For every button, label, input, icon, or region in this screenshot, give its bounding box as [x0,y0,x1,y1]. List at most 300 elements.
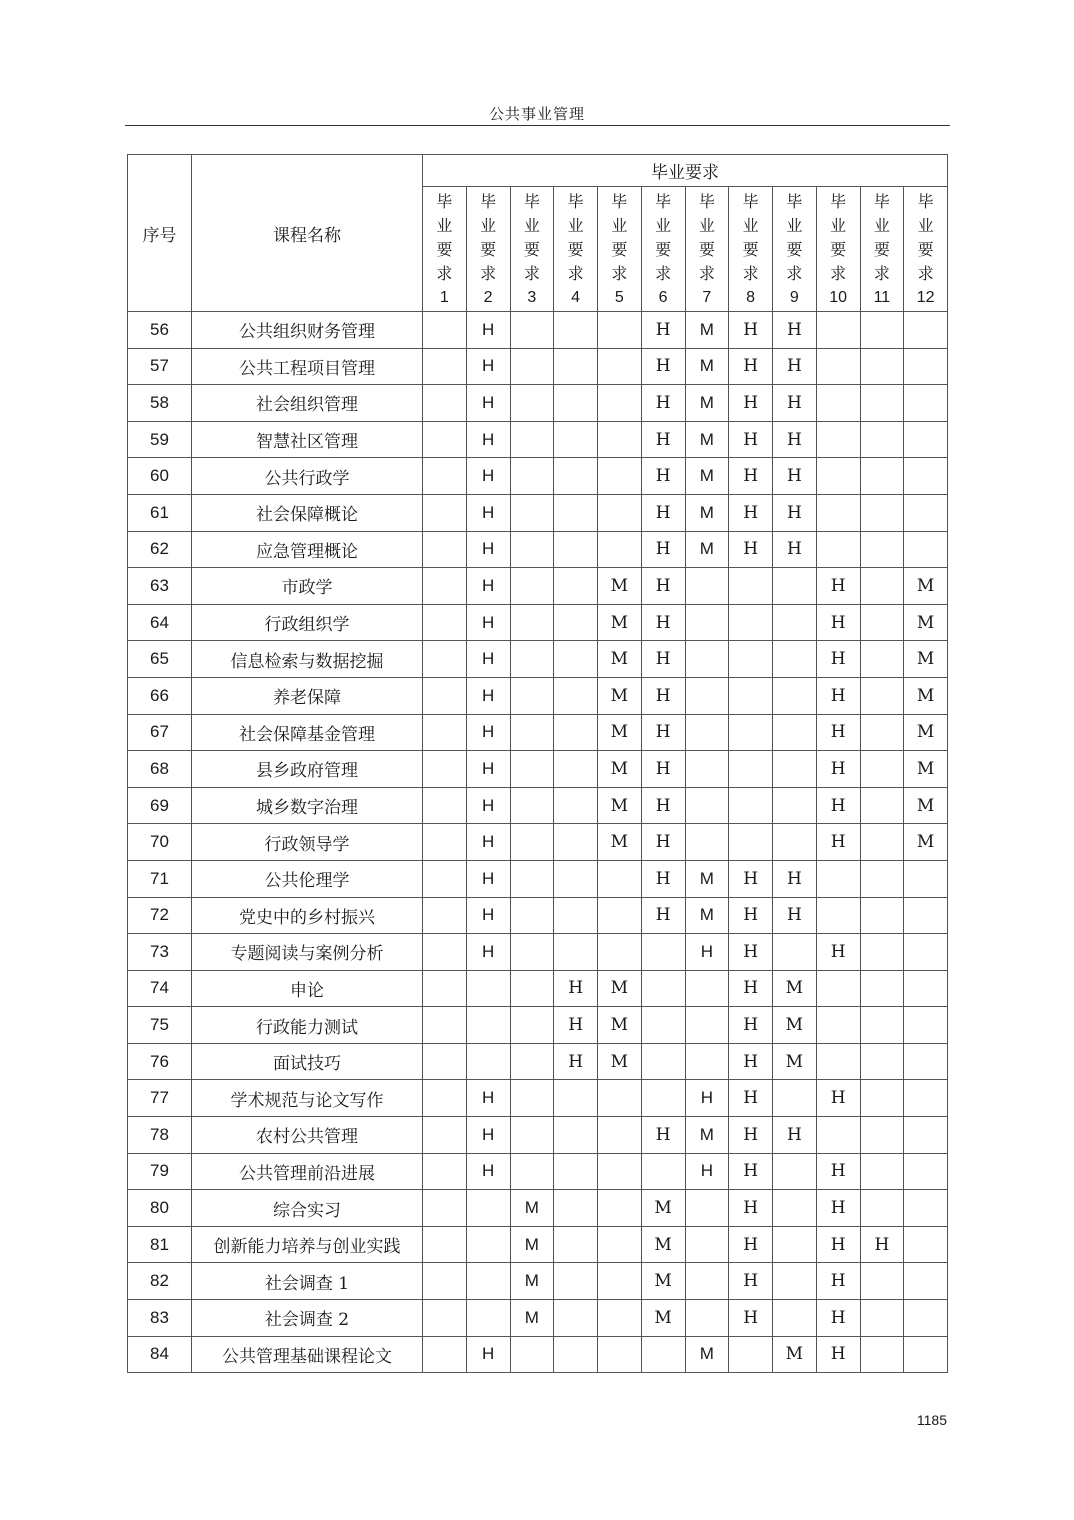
requirement-level-cell [860,970,904,1007]
requirement-level-cell [554,568,598,605]
row-index: 75 [128,1007,192,1044]
requirement-level-cell [423,1336,467,1373]
requirement-level-cell [423,348,467,385]
course-name: 社会调查 2 [192,1300,423,1337]
table-row [128,421,948,458]
requirement-level-cell [904,1263,948,1300]
course-name: 县乡政府管理 [192,751,423,788]
requirement-level-cell [598,458,642,495]
table-row [128,1007,948,1044]
requirement-label-char: 求 [480,264,497,283]
requirement-level-cell: H [641,348,685,385]
requirement-level-cell [729,714,773,751]
requirement-level-cell [816,1043,860,1080]
requirement-level-cell [510,897,554,934]
requirement-level-cell [423,458,467,495]
row-index: 60 [128,458,192,495]
requirement-level-cell: H [773,348,817,385]
requirement-level-cell: H [466,385,510,422]
requirement-level-cell [685,677,729,714]
requirement-label-char: 要 [480,240,497,259]
requirement-level-cell [466,1300,510,1337]
requirement-level-cell: M [904,604,948,641]
requirement-level-cell [685,751,729,788]
requirement-level-cell [729,751,773,788]
course-name: 社会组织管理 [192,385,423,422]
course-name: 信息检索与数据挖掘 [192,641,423,678]
requirement-level-cell: M [904,824,948,861]
requirement-level-cell [423,604,467,641]
requirement-level-cell [598,934,642,971]
requirement-level-cell: M [598,714,642,751]
requirement-level-cell: H [816,1336,860,1373]
requirement-label-char: 要 [436,240,453,259]
requirement-level-cell [554,860,598,897]
requirement-level-cell [554,312,598,349]
row-index: 71 [128,860,192,897]
requirement-level-cell: H [773,458,817,495]
requirement-level-cell: H [466,604,510,641]
table-row [128,1080,948,1117]
requirement-level-cell [773,934,817,971]
requirement-level-cell [773,1263,817,1300]
course-name: 申论 [192,970,423,1007]
requirement-label-char: 求 [567,264,584,283]
requirement-level-cell [860,714,904,751]
requirement-label-char: 业 [742,216,759,235]
requirement-label-char: 求 [873,264,890,283]
requirement-label-char: 毕 [480,192,497,211]
requirement-level-cell: H [816,568,860,605]
requirement-level-cell [904,348,948,385]
requirement-level-cell [860,751,904,788]
requirement-level-cell: H [641,677,685,714]
header-divider [125,125,950,126]
requirement-level-cell [510,1153,554,1190]
requirement-level-cell [729,824,773,861]
row-index: 79 [128,1153,192,1190]
requirement-level-cell [685,1226,729,1263]
requirement-level-cell [904,860,948,897]
course-name: 农村公共管理 [192,1117,423,1154]
requirement-level-cell: M [598,604,642,641]
requirement-level-cell [860,1007,904,1044]
requirement-label-char: 要 [611,240,628,259]
table-row [128,312,948,349]
requirement-label-char: 毕 [436,192,453,211]
requirement-label-char: 求 [786,264,803,283]
requirement-level-cell: H [641,385,685,422]
requirement-level-cell: M [685,348,729,385]
page-header-title: 公共事业管理 [488,105,585,123]
requirement-level-cell: M [510,1300,554,1337]
header-requirement-3 [510,187,554,312]
requirement-level-cell: M [641,1300,685,1337]
course-name: 行政领导学 [192,824,423,861]
requirement-level-cell [641,1043,685,1080]
requirement-level-cell: H [729,934,773,971]
requirement-level-cell [773,604,817,641]
requirement-level-cell [510,860,554,897]
requirement-level-cell [685,1263,729,1300]
requirement-level-cell: H [641,421,685,458]
row-index: 64 [128,604,192,641]
course-name: 公共行政学 [192,458,423,495]
requirement-level-cell [554,421,598,458]
row-index: 63 [128,568,192,605]
requirement-level-cell [860,458,904,495]
requirement-level-cell [510,787,554,824]
requirement-level-cell [423,824,467,861]
requirement-label-char: 毕 [523,192,540,211]
requirement-label-char: 要 [873,240,890,259]
requirement-level-cell [816,348,860,385]
requirement-level-cell: H [641,604,685,641]
requirement-level-cell [773,568,817,605]
requirement-label-char: 毕 [742,192,759,211]
header-course-name: 课程名称 [192,155,423,312]
requirement-label-char: 要 [567,240,584,259]
requirement-level-cell: M [685,1117,729,1154]
requirement-level-cell [641,970,685,1007]
header-requirement-6 [641,187,685,312]
table-row [128,1153,948,1190]
requirement-label-char: 求 [698,264,715,283]
requirement-level-cell [554,677,598,714]
requirement-level-cell: H [729,421,773,458]
requirement-level-cell: M [773,1336,817,1373]
requirement-level-cell [510,641,554,678]
requirement-level-cell [554,385,598,422]
requirement-level-cell [554,531,598,568]
requirement-level-cell [860,312,904,349]
requirement-level-cell: M [773,970,817,1007]
requirement-level-cell [598,1117,642,1154]
requirement-level-cell [904,934,948,971]
requirement-label-char: 求 [611,264,628,283]
requirement-level-cell [510,1080,554,1117]
requirement-level-cell [860,494,904,531]
requirement-level-cell [816,421,860,458]
requirement-level-cell: H [816,787,860,824]
requirement-level-cell: H [554,970,598,1007]
requirement-level-cell [510,677,554,714]
requirement-level-cell [423,970,467,1007]
course-name: 公共管理前沿进展 [192,1153,423,1190]
requirement-level-cell [904,1190,948,1227]
requirement-level-cell [554,604,598,641]
requirement-label-char: 毕 [873,192,890,211]
requirement-level-cell [423,531,467,568]
requirement-level-cell: H [466,421,510,458]
requirement-level-cell: H [729,348,773,385]
header-requirement-2 [466,187,510,312]
requirement-level-cell [423,1153,467,1190]
requirement-level-cell [510,1007,554,1044]
requirement-level-cell: M [685,1336,729,1373]
row-index: 78 [128,1117,192,1154]
requirement-level-cell [729,1336,773,1373]
row-index: 65 [128,641,192,678]
requirement-level-cell [510,494,554,531]
requirement-level-cell: H [729,385,773,422]
header-requirement-5 [598,187,642,312]
requirement-level-cell: M [598,970,642,1007]
requirement-level-cell [860,1153,904,1190]
requirement-label-char: 求 [917,264,934,283]
requirement-level-cell: M [904,714,948,751]
requirement-level-cell [860,1300,904,1337]
requirement-level-cell: M [510,1226,554,1263]
requirement-level-cell: M [685,421,729,458]
requirement-number: 2 [483,289,493,306]
requirement-level-cell: M [598,568,642,605]
requirement-level-cell: H [466,677,510,714]
course-name: 学术规范与论文写作 [192,1080,423,1117]
requirement-level-cell [598,860,642,897]
requirement-level-cell [685,1190,729,1227]
requirement-level-cell [554,1080,598,1117]
requirement-level-cell [423,494,467,531]
requirement-level-cell: M [598,1007,642,1044]
course-name: 养老保障 [192,677,423,714]
requirement-label-char: 要 [698,240,715,259]
page-number: 1185 [916,1412,947,1428]
requirement-level-cell [554,1336,598,1373]
requirement-level-cell [510,1117,554,1154]
requirement-level-cell: H [466,934,510,971]
requirement-level-cell: H [773,1117,817,1154]
table-row [128,787,948,824]
requirement-level-cell [554,714,598,751]
requirement-level-cell [685,604,729,641]
requirement-level-cell [423,568,467,605]
course-name: 行政能力测试 [192,1007,423,1044]
requirement-level-cell [423,312,467,349]
requirement-level-cell [554,1153,598,1190]
requirement-level-cell [860,604,904,641]
requirement-level-cell [816,458,860,495]
requirement-level-cell: H [816,751,860,788]
requirement-level-cell [860,1263,904,1300]
requirement-level-cell [904,531,948,568]
requirement-level-cell [816,312,860,349]
requirement-level-cell [423,1263,467,1300]
course-name: 面试技巧 [192,1043,423,1080]
course-name: 市政学 [192,568,423,605]
requirement-label-char: 毕 [786,192,803,211]
requirement-number: 6 [658,289,668,306]
requirement-level-cell: H [729,1263,773,1300]
requirement-number: 4 [571,289,581,306]
header-requirement-8 [729,187,773,312]
requirement-level-cell [554,1190,598,1227]
course-name: 公共工程项目管理 [192,348,423,385]
row-index: 74 [128,970,192,1007]
requirement-label-char: 毕 [698,192,715,211]
requirement-level-cell [904,1043,948,1080]
requirement-level-cell: H [466,494,510,531]
table-row [128,1226,948,1263]
requirement-level-cell [860,897,904,934]
requirement-level-cell [641,1080,685,1117]
row-index: 69 [128,787,192,824]
requirement-level-cell [510,421,554,458]
requirement-level-cell: H [554,1007,598,1044]
row-index: 70 [128,824,192,861]
requirement-number: 3 [527,289,537,306]
course-name: 社会保障概论 [192,494,423,531]
requirement-level-cell [685,1007,729,1044]
requirement-level-cell [598,421,642,458]
requirement-level-cell: H [641,494,685,531]
graduation-requirements-table [127,154,948,1373]
course-name: 应急管理概论 [192,531,423,568]
requirement-level-cell: H [729,458,773,495]
requirement-number: 5 [614,289,624,306]
requirement-level-cell [466,1043,510,1080]
table-row [128,1190,948,1227]
requirement-level-cell [685,970,729,1007]
course-name: 创新能力培养与创业实践 [192,1226,423,1263]
requirement-level-cell [773,787,817,824]
requirement-level-cell: H [641,824,685,861]
requirement-level-cell [773,1153,817,1190]
requirement-level-cell [641,934,685,971]
requirement-level-cell [510,348,554,385]
requirement-level-cell: H [685,934,729,971]
requirement-level-cell [554,458,598,495]
requirement-level-cell: H [773,860,817,897]
requirement-label-char: 毕 [655,192,672,211]
requirement-level-cell: H [729,1117,773,1154]
requirement-level-cell: H [466,897,510,934]
requirement-level-cell [510,751,554,788]
header-requirement-1 [423,187,467,312]
requirement-level-cell: M [685,860,729,897]
requirement-level-cell [773,751,817,788]
requirement-level-cell [554,824,598,861]
requirement-level-cell [773,1190,817,1227]
requirement-label-char: 业 [830,216,847,235]
requirement-label-char: 业 [786,216,803,235]
requirement-level-cell: M [904,787,948,824]
requirement-level-cell [860,1043,904,1080]
requirement-level-cell [860,1080,904,1117]
row-index: 57 [128,348,192,385]
row-index: 62 [128,531,192,568]
course-name: 公共组织财务管理 [192,312,423,349]
requirement-level-cell: H [816,641,860,678]
row-index: 77 [128,1080,192,1117]
requirement-level-cell: H [816,604,860,641]
row-index: 81 [128,1226,192,1263]
requirement-level-cell [773,677,817,714]
requirement-level-cell [685,568,729,605]
requirement-label-char: 业 [873,216,890,235]
requirement-label-char: 业 [611,216,628,235]
requirement-level-cell [598,1336,642,1373]
requirement-level-cell: H [641,751,685,788]
requirement-level-cell: H [729,1153,773,1190]
requirement-level-cell [423,385,467,422]
requirement-label-char: 要 [523,240,540,259]
course-name: 智慧社区管理 [192,421,423,458]
requirement-level-cell: H [860,1226,904,1263]
requirement-level-cell [510,934,554,971]
requirement-level-cell: H [729,1007,773,1044]
requirement-level-cell [423,1190,467,1227]
requirement-level-cell: H [773,385,817,422]
course-name: 社会保障基金管理 [192,714,423,751]
requirement-level-cell: M [685,494,729,531]
requirement-label-char: 业 [523,216,540,235]
row-index: 72 [128,897,192,934]
requirement-level-cell [904,458,948,495]
requirement-level-cell: M [598,1043,642,1080]
requirement-number: 7 [702,289,712,306]
requirement-number: 8 [746,289,756,306]
table-row [128,677,948,714]
requirement-level-cell: M [904,677,948,714]
requirement-level-cell [816,1007,860,1044]
requirement-number: 11 [873,289,891,306]
requirement-label-char: 求 [830,264,847,283]
requirement-label-char: 要 [830,240,847,259]
requirement-level-cell [816,1117,860,1154]
requirement-level-cell [685,787,729,824]
course-name: 公共伦理学 [192,860,423,897]
requirement-level-cell [860,1190,904,1227]
requirement-level-cell [554,641,598,678]
requirement-level-cell [510,970,554,1007]
requirement-level-cell [685,1043,729,1080]
requirement-level-cell [554,751,598,788]
requirement-label-char: 业 [655,216,672,235]
requirement-level-cell: H [773,312,817,349]
requirement-label-char: 要 [917,240,934,259]
requirement-level-cell [598,531,642,568]
requirement-level-cell [466,1007,510,1044]
requirement-level-cell: H [729,531,773,568]
requirement-number: 10 [829,289,848,306]
requirement-level-cell: H [729,494,773,531]
requirement-level-cell [423,1117,467,1154]
requirement-level-cell: H [729,897,773,934]
requirement-label-char: 要 [655,240,672,259]
requirement-level-cell: H [729,1226,773,1263]
requirement-level-cell [554,1117,598,1154]
requirement-level-cell [904,312,948,349]
requirement-level-cell: M [598,677,642,714]
requirement-level-cell [860,348,904,385]
requirement-label-char: 业 [480,216,497,235]
header-requirement-11 [860,187,904,312]
requirement-level-cell [466,970,510,1007]
requirement-level-cell [423,1007,467,1044]
row-index: 83 [128,1300,192,1337]
requirement-level-cell [773,1080,817,1117]
requirement-level-cell [510,824,554,861]
requirement-level-cell [904,897,948,934]
header-requirement-4 [554,187,598,312]
requirement-level-cell [510,458,554,495]
requirement-level-cell: H [773,897,817,934]
requirement-level-cell: H [729,1300,773,1337]
row-index: 80 [128,1190,192,1227]
requirement-number: 12 [916,289,935,306]
requirement-level-cell [554,348,598,385]
